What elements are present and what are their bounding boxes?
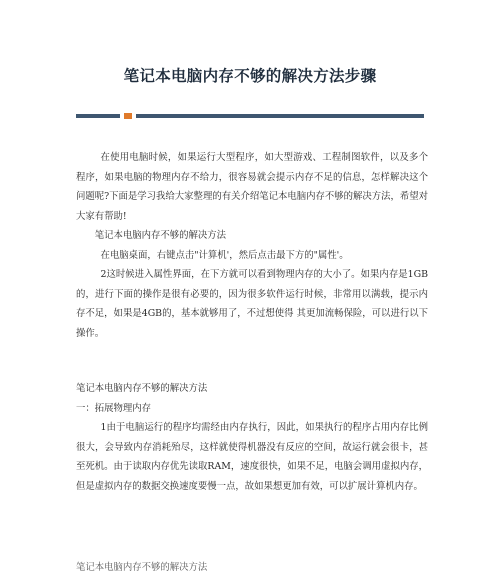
title-divider-left	[76, 114, 120, 118]
step-paragraph: 2这时候进入属性界面，在下方就可以看到物理内存的大小了。如果内存是1GB的，进行下面的操作是很有必要的，因为很多软件运行时候，非常用以满载，提示内存不足，如果是4GB的，基本就够用了，不过想使得 其更加流畅保险，可以进行以下操作。	[76, 269, 428, 339]
section-heading: 笔记本电脑内存不够的解决方法	[94, 230, 227, 241]
title-divider-accent	[124, 113, 132, 119]
document-body	[76, 148, 428, 496]
paragraph-gap	[76, 343, 428, 379]
cut-off-heading	[76, 554, 226, 573]
step-paragraph: 在电脑桌面，右键点击"计算机'，然后点击最下方的"属性'。	[100, 249, 349, 261]
section-heading: 笔记本电脑内存不够的解决方法	[76, 383, 208, 394]
document-title: 笔记本电脑内存不够的解决方法步骤	[123, 67, 377, 85]
intro-paragraph: 在使用电脑时候，如果运行大型程序，如大型游戏、工程制图软件，以及多个程序，如果电脑的物理内存不给力，很容易就会提示内存不足的信息，怎样解决这个问题呢?下面是学习我给大家整理的有关介绍笔记本电脑内存不够的解决方法，希望对大家有帮助!	[76, 152, 428, 222]
title-divider-right	[136, 114, 424, 118]
section-subheading: 一：拓展物理内存	[76, 402, 152, 414]
body-paragraph: 1由于电脑运行的程序均需经由内存执行，因此，如果执行的程序占用内存比例很大，会导致内存消耗殆尽，这样就使得机器没有反应的空间，故运行就会很卡，甚至死机。由于读取内存优先读取RAM，速度很快，如果不足，电脑会调用虚拟内存，但是虚拟内存的数据交换速度要慢一点，故如果想更加有效，可以扩展计算机内存。	[76, 422, 428, 492]
cut-off-heading-text: 笔记本电脑内存不够的解决方法	[76, 562, 208, 573]
